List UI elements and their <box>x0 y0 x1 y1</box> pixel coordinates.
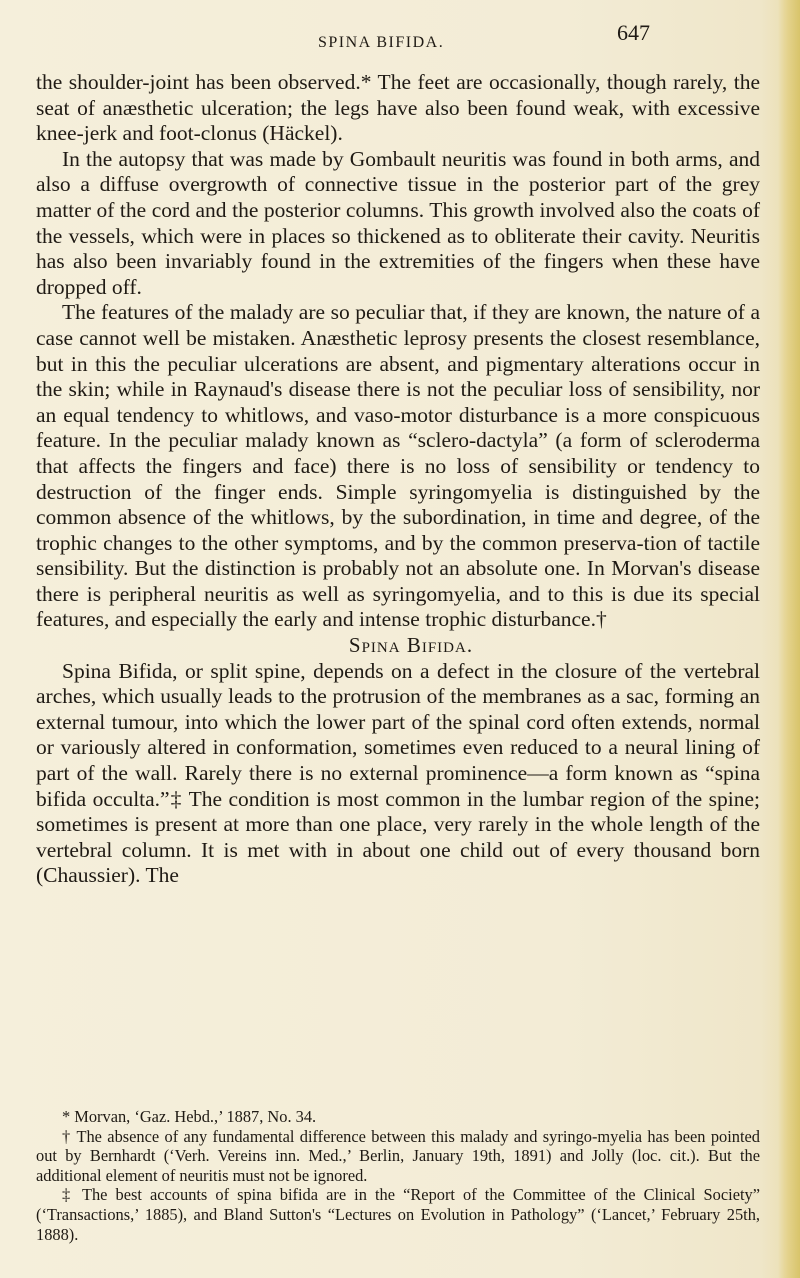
page-header <box>0 8 800 52</box>
paragraph-continuation: the shoulder-joint has been observed.* The feet are occasionally, though rarely, the seat of anæsthetic ulceration; the legs have also been found weak, with excessive knee-jerk and foot-clonus (Häckel). <box>36 70 760 146</box>
footnote: * Morvan, ‘Gaz. Hebd.,’ 1887, No. 34. <box>62 1107 317 1126</box>
footnote: ‡ The best accounts of spina bifida are in the “Report of the Committee of the Clinical Society” (‘Transactions,’ 1885), and Bland Sutton's “Lectures on Evolution in Pathology” (‘Lancet,’ February 25th, 1888). <box>36 1185 760 1244</box>
paragraph-features: The features of the malady are so peculiar that, if they are known, the nature of a case cannot well be mistaken. Anæsthetic leprosy presents the closest resemblance, but in this the peculiar ulcerations are absent, and pigmentary alterations occur in the skin; while in Raynaud's disease there is not the peculiar loss of sensibility, nor an equal tendency to whitlows, and vaso-motor disturbance is a more conspicuous feature. In the peculiar malady known as “sclero-dactyla” (a form of scleroderma that affects the fingers and face) there is no loss of sensibility or tendency to destruction of the finger ends. Simple syringomyelia is distinguished by the common absence of the whitlows, by the subordination, in time and degree, of the trophic changes to the other symptoms, and by the common preserva-tion of tactile sensibility. But the distinction is probably not an absolute one. In Morvan's disease there is peripheral neuritis as well as syringomyelia, and to this is due its special features, and especially the early and intense trophic disturbance.† <box>36 300 760 632</box>
footnotes <box>36 1107 760 1244</box>
running-head: SPINA BIFIDA. <box>318 34 445 51</box>
paragraph-autopsy: In the autopsy that was made by Gombault neuritis was found in both arms, and also a diffuse overgrowth of connective tissue in the posterior part of the grey matter of the cord and the posterior columns. This growth involved also the coats of the vessels, which were in places so thickened as to obliterate their cavity. Neuritis has also been invariably found in the extremities of the fingers when these have dropped off. <box>36 146 760 299</box>
page-number: 647 <box>617 20 650 45</box>
section-heading: Spina Bifida. <box>348 633 474 658</box>
page-edge-discoloration <box>778 0 800 1278</box>
footnote: † The absence of any fundamental difference between this malady and syringo-myelia has been pointed out by Bernhardt (‘Verh. Vereins inn. Med.,’ Berlin, January 19th, 1891) and Jolly (loc. cit.). But the additional element of neuritis must not be ignored. <box>36 1126 760 1185</box>
paragraph-spina-bifida: Spina Bifida, or split spine, depends on a defect in the closure of the vertebral arches, which usually leads to the protrusion of the membranes as a sac, forming an external tumour, into which the lower part of the spinal cord often extends, normal or variously altered in conformation, sometimes even reduced to a neural lining of part of the wall. Rarely there is no external prominence—a form known as “spina bifida occulta.”‡ The condition is most common in the lumbar region of the spine; sometimes is present at more than one place, very rarely in the whole length of the vertebral column. It is met with in about one child out of every thousand born (Chaussier). The <box>36 658 760 888</box>
body-text <box>36 70 760 889</box>
